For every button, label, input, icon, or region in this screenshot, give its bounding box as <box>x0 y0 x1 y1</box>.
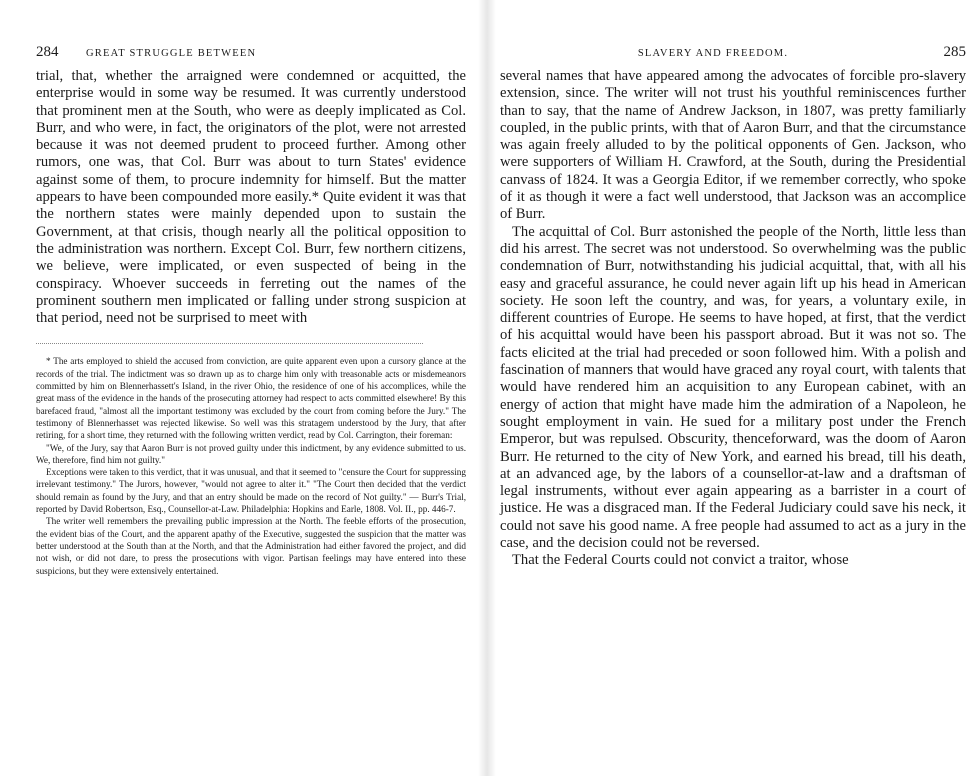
right-paragraph-2: The acquittal of Col. Burr astonished the people of the North, little less than did his arrest. The secret was not understood. So overwhelming was the public condemnation of Burr, notwithstanding his judicial acquittal, that, with all his easy and graceful assurance, he could never again lift up his head in American society. He soon left the country, and was, for years, a voluntary exile, in different countries of Europe. He seems to have hoped, at first, that the verdict of his acquittal would have been his passport abroad. But it was not so. The facts elicited at the trial had preceded or soon followed him. With a polish and fascination of manners that would have graced any royal court, with talents that would have rendered him an acquisition to any European cabinet, with an energy of action that might have made him the admiration of a Napoleon, he sought employment in vain. He sued for a military post under the French Emperor, but was repulsed. Obscurity, thenceforward, was the doom of Aaron Burr. He returned to the city of New York, and earned his bread, till his death, at an advanced age, by the labors of a counsellor-at-law and a draftsman of legal instruments, without ever again appearing as a barrister in a court of justice. He was a disgraced man. If the Federal Judiciary could save his neck, it could not save his good name. A free people had assumed to act as a jury in the case, and the decision could not be reversed. <box>500 223 966 552</box>
footnote-paragraph-4: The writer well remembers the prevailing public impression at the North. The feeble efforts of the prosecution, the evident bias of the Court, and the apparent apathy of the Executive, suggested the suspicion that the matter was better understood at the South than at the North, and that the Administration had either favored the project, and did not wish, or did not dare, to press the prosecutions with vigor. Partisan feelings may have entered into these suspicions, but they were extensively entertained. <box>36 516 466 576</box>
left-page-number: 284 <box>36 44 59 60</box>
right-running-head: SLAVERY AND FREEDOM. <box>637 48 789 59</box>
right-page <box>494 0 980 776</box>
footnote-paragraph-1: * The arts employed to shield the accused from conviction, are quite apparent even upon a cursory glance at the records of the trial. The indictment was so drawn up as to charge him only with treasonable acts or misdemeanors committed by him on Blennerhassett's Island, in the river Ohio, the residence of one of his accomplices, while the great mass of the evidence in the hands of the prosecuting attorney had respect to acts committed elsewhere! By this barefaced fraud, "almost all the important testimony was excluded by the court from coming before the Jury." The testimony of Blennerhasset was rejected likewise. So well was this stratagem understood by the Jury, that after retiring, for a short time, they returned with the following written verdict, read by Col. Carrington, their foreman: <box>36 356 466 441</box>
left-paragraph-1: trial, that, whether the arraigned were condemned or acquitted, the enterprise would in some way be resumed. It was currently understood that prominent men at the South, who were as deeply implicated as Col. Burr, and who were, in fact, the originators of the plot, were not arrested because it was not deemed prudent to proceed further. Among other rumors, one was, that Col. Burr was about to turn States' evidence against some of them, to procure indemnity for himself. But the matter appears to have been compounded more easily.* Quite evident it was that the northern states were mainly depended upon to sustain the Government, at that crisis, though nearly all the political opposition to the administration was northern. Except Col. Burr, few northern citizens, we believe, were implicated, or even suspected of being in the conspiracy. Whoever succeeds in ferreting out the names of the prominent southern men implicated or falling under strong suspicion at that period, need not be surprised to meet with <box>36 68 466 327</box>
footnote <box>36 355 466 576</box>
right-page-header <box>500 44 966 64</box>
footnote-separator <box>36 343 423 345</box>
right-paragraph-3: That the Federal Courts could not convict a traitor, whose <box>512 552 849 569</box>
footnote-paragraph-3: Exceptions were taken to this verdict, that it was unusual, and that it seemed to "censure the Court for suppressing irrelevant testimony." The Jurors, however, "would not agree to alter it." "The Court then decided that the verdict should remain as found by the Jury, and that an entry should be made on the record of Not guilty." — Burr's Trial, reported by David Robertson, Esq., Counsellor-at-Law. Philadelphia: Hopkins and Earle, 1808. Vol. II., pp. 446-7. <box>36 467 466 515</box>
right-page-body <box>500 68 966 570</box>
footnote-paragraph-2: "We, of the Jury, say that Aaron Burr is not proved guilty under this indictment, by any evidence submitted to us. We, therefore, find him not guilty." <box>36 442 466 465</box>
left-page-body <box>36 68 466 327</box>
right-page-number: 285 <box>943 44 966 60</box>
left-running-head: GREAT STRUGGLE BETWEEN <box>86 48 257 59</box>
right-paragraph-1: several names that have appeared among the advocates of forcible pro-slavery extension, since. The writer will not trust his youthful reminiscences further than to say, that the name of Andrew Jackson, in 1807, was pretty familiarly coupled, in the public prints, with that of Aaron Burr, and that the circumstance was again freely alluded to by the political opponents of Gen. Jackson, who were supporters of William H. Crawford, at the South, during the Presidential canvass of 1824. It was a Georgia Editor, if we remember correctly, who spoke of it as though it were a fact well understood, that Jackson was an accomplice of Burr. <box>500 68 966 223</box>
left-page <box>0 0 480 776</box>
left-page-header <box>36 44 466 64</box>
